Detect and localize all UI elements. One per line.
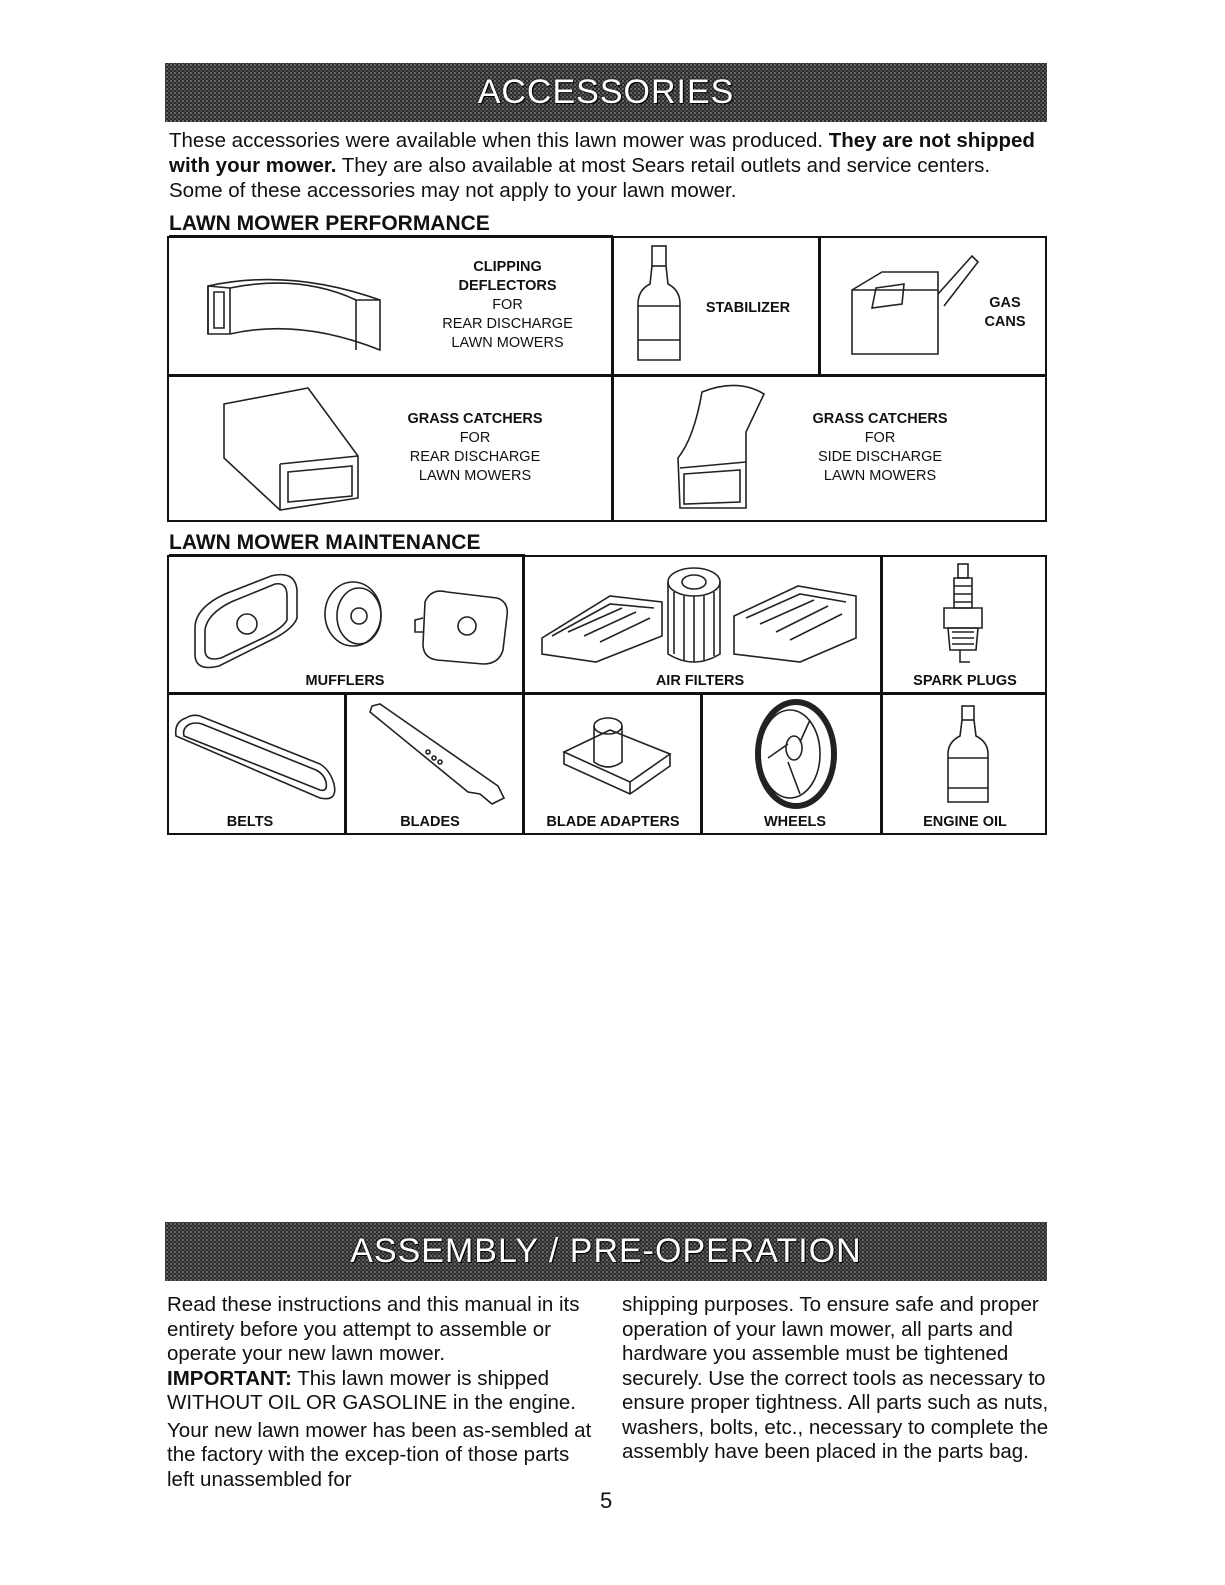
air-filters-illustration: [538, 562, 868, 674]
page-number: 5: [600, 1488, 613, 1513]
spark-plugs-label: SPARK PLUGS: [913, 673, 1017, 689]
maintenance-col-divider-4: [700, 692, 703, 835]
performance-col-divider: [611, 236, 614, 522]
spark-plug-icon: [940, 562, 986, 672]
assembly-continued-paragraph: shipping purposes. To ensure safe and proper operation of your lawn mower, all parts and hardware you assemble must be tightened securely. Use the correct tools as necessary to ensure proper tightness. All parts such as nuts, washers, bolts, etc., necessary to complete the assembly have been placed in the parts bag.: [622, 1293, 1049, 1463]
rear-grass-catcher-illustration: [218, 382, 368, 514]
maintenance-row-divider: [167, 692, 1047, 695]
performance-row-divider: [167, 374, 1047, 377]
blade-adapter-illustration: [560, 712, 680, 804]
grass-catchers-side-label: GRASS CATCHERS FOR SIDE DISCHARGE LAWN MOWERS: [812, 411, 948, 484]
stabilizer-bottle-icon: [634, 244, 684, 366]
belt-illustration: [170, 702, 340, 802]
not-shipped-notice: They are not shipped with your mower.: [169, 129, 1035, 177]
important-notice: IMPORTANT: This lawn mower is shipped WITHOUT OIL OR GASOLINE in the engine.: [167, 1366, 576, 1414]
blades-label: BLADES: [400, 814, 460, 830]
stabilizer-label: STABILIZER: [705, 300, 791, 316]
gas-can-icon: [842, 250, 982, 362]
performance-col-divider-2: [818, 236, 821, 375]
assembly-intro-paragraph: Read these instructions and this manual in its entirety before you attempt to assemble or operate your new lawn mower.: [167, 1293, 580, 1365]
air-filters-label: AIR FILTERS: [655, 673, 745, 689]
assembly-left-column: [167, 1293, 597, 1492]
accessories-title: ACCESSORIES: [477, 73, 735, 111]
clipping-deflectors-label: CLIPPING DEFLECTORS FOR REAR DISCHARGE LAWN MOWERS: [442, 259, 573, 351]
assembly-right-column: [622, 1293, 1050, 1465]
clipping-deflector-illustration: [200, 262, 390, 352]
belts-label: BELTS: [226, 814, 274, 830]
grass-catchers-rear-label: GRASS CATCHERS FOR REAR DISCHARGE LAWN MOWERS: [407, 411, 543, 484]
assembly-banner: [165, 1222, 1047, 1281]
assembly-title: ASSEMBLY / PRE-OPERATION: [350, 1232, 862, 1270]
important-label: IMPORTANT:: [167, 1366, 292, 1390]
maintenance-col-divider-1: [522, 555, 525, 835]
maintenance-col-divider-3: [344, 692, 347, 835]
engine-oil-bottle-icon: [944, 704, 994, 806]
blade-adapters-label: BLADE ADAPTERS: [546, 814, 680, 830]
blade-illustration: [368, 700, 508, 808]
accessories-intro: These accessories were available when this lawn mower was produced. They are not shipped with your mower. They are also available at most Sears retail outlets and service centers. Some of these accessories may not apply to your lawn mower.: [169, 129, 1035, 202]
mufflers-illustration: [185, 568, 515, 678]
wheels-label: WHEELS: [763, 814, 827, 830]
accessories-banner: [165, 63, 1047, 122]
assembly-factory-paragraph: Your new lawn mower has been as-sembled at the factory with the excep-tion of those parts left unassembled for: [167, 1418, 592, 1491]
gas-cans-label: GAS CANS: [984, 295, 1026, 330]
maintenance-heading: LAWN MOWER MAINTENANCE: [169, 531, 481, 554]
wheel-illustration: [748, 698, 840, 810]
mufflers-label: MUFFLERS: [305, 673, 385, 689]
maintenance-col-divider-2: [880, 555, 883, 835]
side-grass-catcher-illustration: [672, 382, 772, 514]
performance-heading: LAWN MOWER PERFORMANCE: [169, 212, 490, 235]
engine-oil-label: ENGINE OIL: [923, 814, 1007, 830]
